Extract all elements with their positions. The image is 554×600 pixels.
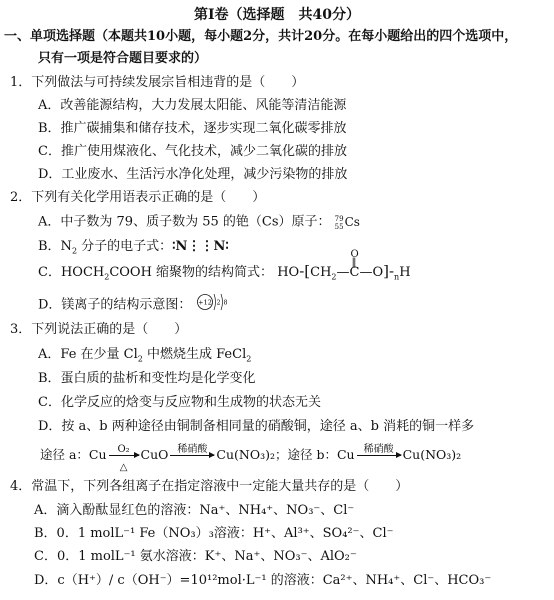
polymer-ch2: CH [310,265,332,280]
route-a-arrow2 [170,444,214,456]
q3-option-b: B．蛋白质的盐析和变性均是化学变化 [38,371,256,386]
route-b-label: 途径 b：Cu [287,447,355,462]
carbonyl-oxygen: O [350,249,359,260]
q3-stem: 3．下列说法正确的是（ ） [10,322,188,337]
polymer-h: H [399,265,411,280]
q3-option-a-sub1: 2 [137,354,143,364]
route-a-arrow1-bottom: △ [119,462,128,473]
polymer-formula: $HO-[CH_2—$ O ‖ $C—O]-_nH$ [277,249,411,282]
route-a-arrow1-top: O₂ [117,444,130,455]
q4-stem: 4．常温下，下列各组离子在指定溶液中一定能大量共存的是（ ） [10,479,409,494]
route-b-arrow [357,444,401,456]
q3-option-a [38,346,251,364]
n2-electron-formula: ∶N⋮⋮N∶ [172,239,229,254]
section-heading-line1: 一、单项选择题（本题共10小题，每小题2分，共计20分。在每小题给出的四个选项中， [4,29,518,44]
q4-option-d: D．c（H⁺）/ c（OH⁻）=10¹²mol·L⁻¹ 的溶液：Ca²⁺、NH₄⁺、Cl⁻、HCO₃⁻ [34,573,492,588]
q3-option-a-sub2: 2 [246,354,252,364]
route-separator: ； [275,447,288,462]
q2-option-a [38,213,360,232]
q1-option-b: B．推广碳捕集和储存技术，逐步实现二氧化碳零排放 [38,121,347,136]
paper-title: 第Ⅰ卷（选择题 共40分） [193,7,361,23]
route-a-arrow2-top: 稀硝酸 [177,444,208,455]
q2-option-d-text: D．镁离子的结构示意图： [38,297,192,313]
mg-nucleus-charge: +12 [197,298,212,307]
route-b-product: Cu(NO₃)₂ [402,447,462,462]
polymer-carbonyl: C—O [349,265,384,280]
svg-text:2: 2 [216,299,220,307]
svg-text:8: 8 [223,299,227,307]
q2-option-a-text: A．中子数为 79、质子数为 55 的铯（Cs）原子： [38,214,331,230]
section-heading-line2: 只有一项是符合题目要求的） [38,51,208,66]
q2-option-c-subscript: 2 [104,272,110,282]
polymer-ho: HO [277,265,300,280]
mg-ion-structure-diagram [196,291,230,319]
q3-option-a-prefix: A．Fe 在少量 Cl [38,347,138,362]
q1-option-c: C．推广使用煤液化、气化技术，减少二氧化碳的排放 [38,144,347,159]
route-b-arrow-top: 稀硝酸 [363,444,394,455]
q3-option-a-text: 中燃烧生成 FeCl [142,347,247,362]
copper-nitrate-routes [40,444,462,473]
route-a-arrow1 [109,444,139,473]
q2-option-c [38,249,411,282]
q2-option-c-prefix: C．HOCH [38,265,105,280]
q4-option-b: B．0．1 molL⁻¹ Fe（NO₃）₃溶液：H⁺、Al³⁺、SO₄²⁻、Cl⁻ [34,526,394,541]
route-a-product: Cu(NO₃)₂ [216,447,275,462]
route-a-label: 途径 a：Cu [40,447,107,462]
q2-option-b-text: 分子的电子式： [77,239,173,254]
q4-option-a: A．滴入酚酞显红色的溶液：Na⁺、NH₄⁺、NO₃⁻、Cl⁻ [34,503,355,518]
q2-stem: 2．下列有关化学用语表示正确的是（ ） [10,190,266,205]
q2-option-b-prefix: B．N [38,239,72,254]
cesium-nuclide [335,213,360,231]
q2-option-b [38,238,229,256]
element-symbol: Cs [344,215,360,229]
q4-option-c: C．0．1 molL⁻¹ 氨水溶液：K⁺、Na⁺、NO₃⁻、AlO₂⁻ [34,549,357,564]
route-a-intermediate: CuO [140,447,169,462]
q1-stem: 1．下列做法与可持续发展宗旨相违背的是（ ） [10,75,305,90]
q1-option-a: A．改善能源结构，大力发展太阳能、风能等清洁能源 [38,98,347,113]
polymer-n: n [394,272,400,282]
q1-option-d: D．工业废水、生活污水净化处理，减少污染物的排放 [38,167,348,182]
q3-option-c: C．化学反应的焓变与反应物和生成物的状态无关 [38,395,321,410]
atomic-number: 55 [334,222,344,231]
q2-option-b-subscript: 2 [71,246,78,256]
q2-option-d [38,291,230,319]
q3-option-d: D．按 a、b 两种途径由铜制备相同量的硝酸铜，途径 a、b 消耗的铜一样多 [38,419,475,434]
mass-number: 79 [334,214,344,223]
q2-option-c-text: COOH 缩聚物的结构简式： [109,265,274,280]
polymer-ch2-sub: 2 [331,272,337,282]
